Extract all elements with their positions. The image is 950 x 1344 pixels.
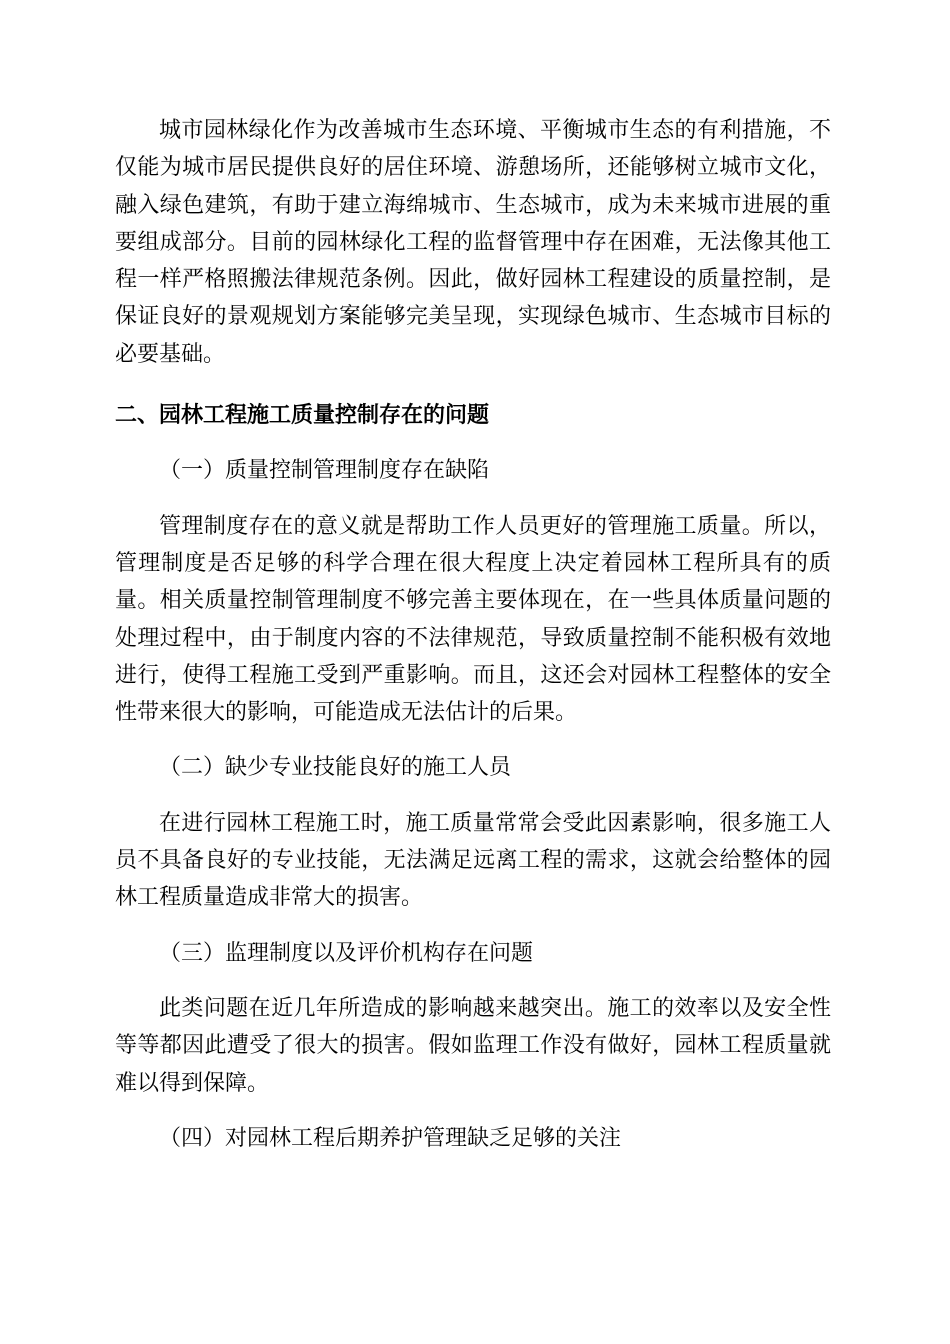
subsection-paragraph-3: 此类问题在近几年所造成的影响越来越突出。施工的效率以及安全性等等都因此遭受了很大的损害。假如监理工作没有做好，园林工程质量就难以得到保障。 <box>115 995 831 1096</box>
subsection-heading-2: （二）缺少专业技能良好的施工人员 <box>159 755 512 781</box>
subsection-heading-4: （四）对园林工程后期养护管理缺乏足够的关注 <box>159 1125 622 1151</box>
subsection-heading-1: （一）质量控制管理制度存在缺陷 <box>159 458 490 484</box>
section-heading: 二、园林工程施工质量控制存在的问题 <box>115 402 490 429</box>
document-page <box>115 112 831 1157</box>
intro-paragraph: 城市园林绿化作为改善城市生态环境、平衡城市生态的有利措施，不仅能为城市居民提供良好的居住环境、游憩场所，还能够树立城市文化，融入绿色建筑，有助于建立海绵城市、生态城市，成为未来城市进展的重要组成部分。目前的园林绿化工程的监督管理中存在困难，无法像其他工程一样严格照搬法律规范条例。因此，做好园林工程建设的质量控制，是保证良好的景观规划方案能够完美呈现，实现绿色城市、生态城市目标的必要基础。 <box>115 118 831 367</box>
subsection-paragraph-2: 在进行园林工程施工时，施工质量常常会受此因素影响，很多施工人员不具备良好的专业技能，无法满足远离工程的需求，这就会给整体的园林工程质量造成非常大的损害。 <box>115 810 831 911</box>
subsection-heading-3: （三）监理制度以及评价机构存在问题 <box>159 940 534 966</box>
subsection-paragraph-1: 管理制度存在的意义就是帮助工作人员更好的管理施工质量。所以，管理制度是否足够的科学合理在很大程度上决定着园林工程所具有的质量。相关质量控制管理制度不够完善主要体现在，在一些具体质量问题的处理过程中，由于制度内容的不法律规范，导致质量控制不能积极有效地进行，使得工程施工受到严重影响。而且，这还会对园林工程整体的安全性带来很大的影响，可能造成无法估计的后果。 <box>115 513 831 726</box>
